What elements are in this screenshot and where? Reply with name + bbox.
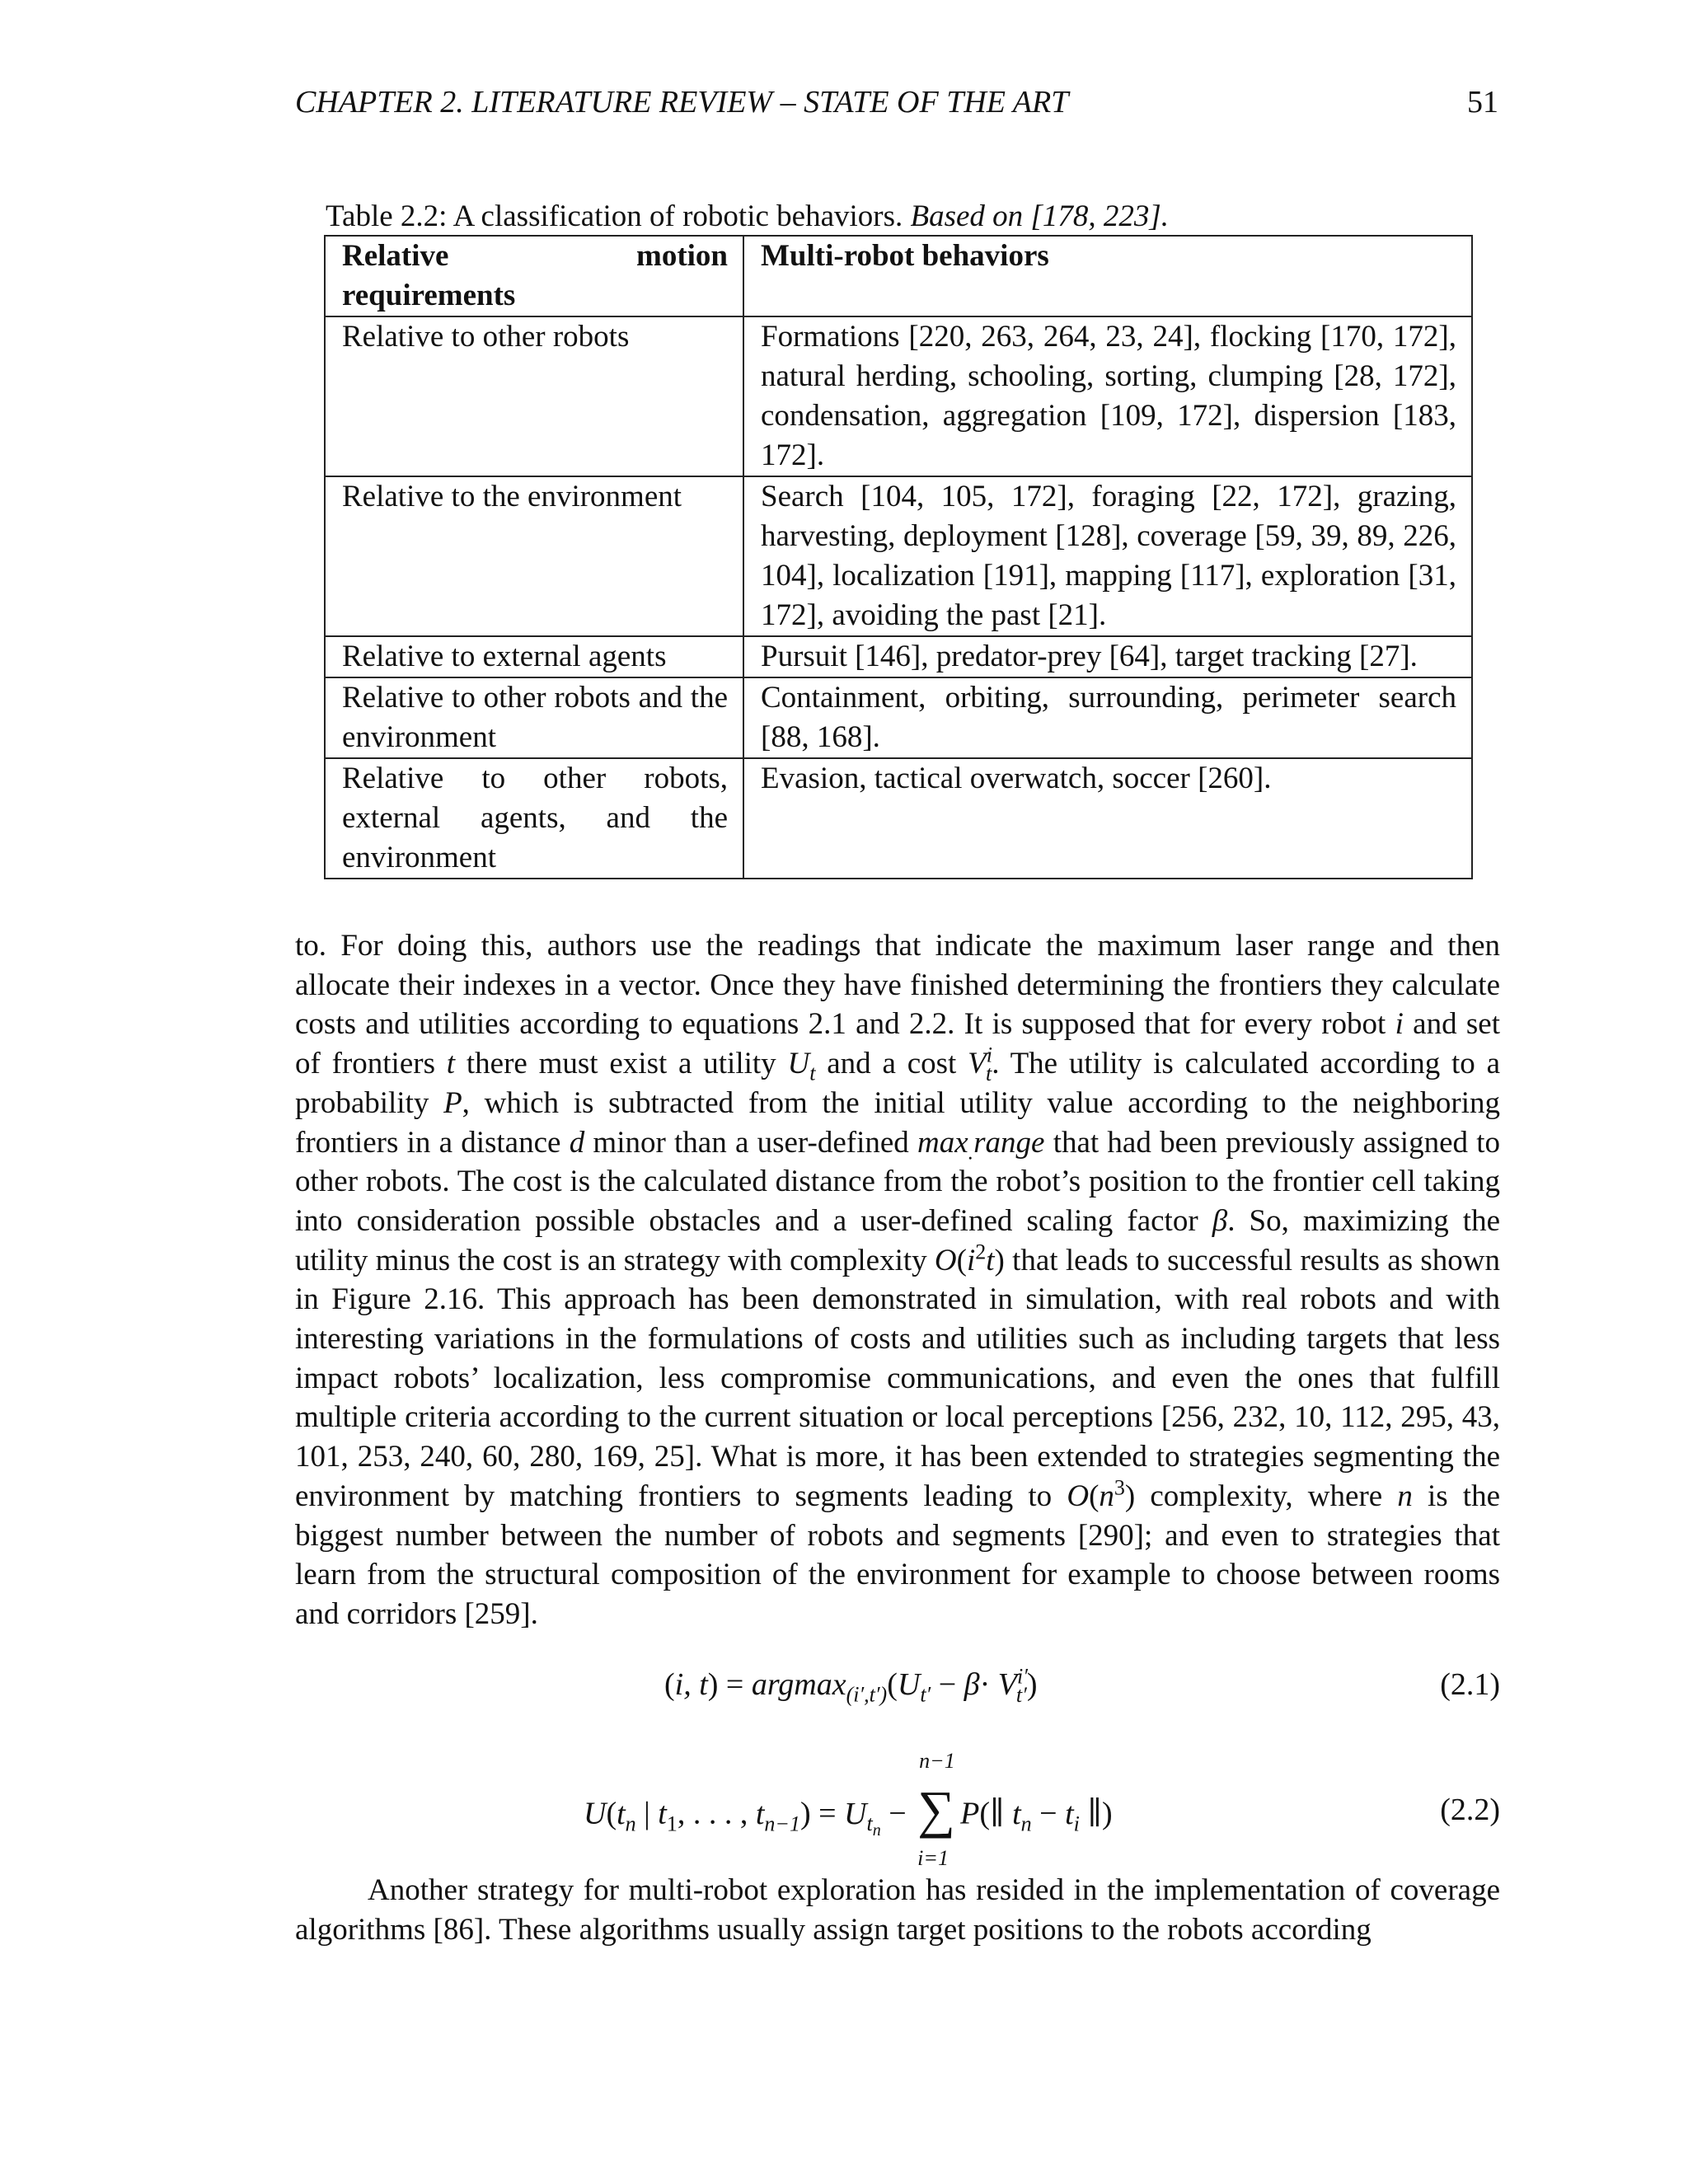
text-run: that leads to successful results as shown in Figure 2.16. This approach has been demonstrated in simulation, with real robots and with interesting variations in the formulations of costs and utilities such as including targets that less impact robots’ localization, less compromise communications, and even the ones that fulfill multiple criteria according to the current situation or local perceptions [256, 232, 10, 112, 295, 43, 101, 253, 240, 60, 280, 169, 25]. What is more, it has been extended to strategies segmenting the environment by matching frontiers to segments leading to <box>295 1243 1500 1513</box>
caption-main: Table 2.2: A classification of robotic behaviors. <box>326 199 903 233</box>
sum-lower-limit: i=1 <box>917 1846 949 1870</box>
table-caption <box>326 196 1479 237</box>
behaviors-cell: Pursuit [146], predator-prey [64], target tracking [27]. <box>743 636 1472 677</box>
equation-body: $U(t_n$ | $t_1$, . . . , $t_{n-1}) = U_{t_n}$ − ∑ n−1 i=1 P(∥ $t_n - t_i$ ∥) <box>584 1749 1113 1870</box>
body-paragraph-2 <box>295 1871 1500 1949</box>
equation-2-1 <box>295 1666 1500 1724</box>
behaviors-cell: Containment, orbiting, surrounding, perimeter search [88, 168]. <box>743 677 1472 758</box>
behaviors-cell: Evasion, tactical overwatch, soccer [260]. <box>743 758 1472 879</box>
table-header-row <box>325 236 1472 316</box>
math-symbol: P <box>443 1085 462 1120</box>
sum-upper-limit: n−1 <box>919 1749 955 1773</box>
requirement-cell: Relative to external agents <box>325 636 743 677</box>
text-run: complexity, where <box>1135 1479 1398 1513</box>
requirement-cell: Relative to other robots <box>325 316 743 476</box>
math-symbol: $U_t$ <box>787 1047 816 1085</box>
math-symbol: β <box>1212 1203 1228 1238</box>
column-header-behaviors: Multi-robot behaviors <box>743 236 1472 316</box>
behaviors-table <box>324 235 1473 879</box>
equation-body: (i, $t) = argmax_{(i',t')}(U_{t'} - \beta\cdot V^{i'}_{t'})$ <box>664 1664 1038 1707</box>
body-paragraph-1: to. For doing this, authors use the readings that indicate the maximum laser range and then allocate their indexes in a vector. Once they have finished determining the frontiers they calculate costs and utilities according to equations 2.1 and 2.2. It is supposed that for every robot i and set of frontiers t there must exist a utility $U_t$ and a cost $V^i_t$. The utility is calculated according to a probability P, which is subtracted from the initial utility value according to the neighboring frontiers in a distance d minor than a user-defined $\max_.range$ that had been previously assigned to other robots. The cost is the calculated distance from the robot’s position to the frontier cell taking into consideration possible obstacles and a user-defined scaling factor β. So, maximizing the utility minus the cost is an strategy with complexity $O(i^2t)$ that leads to successful results as shown in Figure 2.16. This approach has been demonstrated in simulation, with real robots and with interesting variations in the formulations of costs and utilities such as including targets that less impact robots’ localization, less compromise communications, and even the ones that fulfill multiple criteria according to the current situation or local perceptions [256, 232, 10, 112, 295, 43, 101, 253, 240, 60, 280, 169, 25]. What is more, it has been extended to strategies segmenting the environment by matching frontiers to segments leading to $O(n^3)$ complexity, where n is the biggest number between the number of robots and segments [290]; and even to strategies that learn from the structural composition of the environment for example to choose between rooms and corridors [259]. <box>295 929 1501 1631</box>
math-symbol: $V^i_t$ <box>968 1043 992 1085</box>
requirement-cell: Relative to the environment <box>325 476 743 636</box>
math-symbol: d <box>569 1125 585 1160</box>
table-row <box>325 636 1472 677</box>
text-run: minor than a user-defined <box>584 1125 917 1160</box>
running-header <box>295 79 1498 125</box>
table-row <box>325 758 1472 879</box>
math-symbol: O <box>934 1243 957 1277</box>
text-run: to. For doing this, authors use the readings that indicate the maximum laser range and then allocate their indexes in a vector. Once they have finished determining the frontiers they calculate costs and utilities according to equations 2.1 and 2.2. It is supposed that for every robot <box>295 929 1500 1042</box>
table-row <box>325 316 1472 476</box>
math-symbol: $\max_.range$ <box>917 1125 1045 1164</box>
text-run: that had been previously assigned to other robots. The cost is the calculated distance from the robot’s position to the frontier cell taking into consideration possible obstacles and a user-defined scaling factor <box>295 1125 1500 1238</box>
requirement-cell: Relative to other robots, external agents, and the environment <box>325 758 743 879</box>
text-run: , which is subtracted from the initial utility value according to the neighboring frontiers in a distance <box>295 1085 1500 1160</box>
math-symbol: t <box>446 1047 456 1081</box>
column-header-requirements: Relative motion requirements <box>325 236 743 316</box>
equation-number: (2.1) <box>1440 1667 1500 1702</box>
equation-2-2 <box>295 1749 1500 1871</box>
text-run: and a cost <box>815 1047 968 1081</box>
math-symbol: n <box>1397 1479 1413 1513</box>
requirement-cell: Relative to other robots and the environment <box>325 677 743 758</box>
summation-symbol: ∑ n−1 i=1 <box>917 1749 955 1870</box>
paragraph-text: Another strategy for multi-robot exploration has resided in the implementation of coverage algorithms [86]. These algorithms usually assign target positions to the robots according <box>295 1873 1500 1947</box>
text-run: . So, maximizing the utility minus the cost is an strategy with complexity <box>295 1203 1501 1277</box>
text-run: and set of frontiers <box>295 1007 1500 1081</box>
caption-source: Based on [178, 223]. <box>910 199 1169 233</box>
text-run: is the biggest number between the number of robots and segments [290]; and even to strategies that learn from the structural composition of the environment for example to choose between rooms and corridors [259]. <box>295 1479 1501 1631</box>
chapter-title: CHAPTER 2. LITERATURE REVIEW – STATE OF THE ART <box>295 85 1069 120</box>
text-run: there must exist a utility <box>455 1047 788 1081</box>
behaviors-cell: Search [104, 105, 172], foraging [22, 172], grazing, harvesting, deployment [128], coverage [59, 39, 89, 226, 104], localization [191], mapping [117], exploration [31, 172], avoiding the past [21]. <box>743 476 1472 636</box>
math-symbol: i <box>1395 1007 1404 1042</box>
table-row <box>325 677 1472 758</box>
math-symbol: O <box>1067 1479 1090 1513</box>
behaviors-cell: Formations [220, 263, 264, 23, 24], flocking [170, 172], natural herding, schooling, sorting, clumping [28, 172], condensation, aggregation [109, 172], dispersion [183, 172]. <box>743 316 1472 476</box>
text-run: . The utility is calculated according to a probability <box>295 1047 1500 1120</box>
page-number: 51 <box>1467 85 1498 120</box>
equation-number: (2.2) <box>1440 1793 1500 1827</box>
table-row <box>325 476 1472 636</box>
